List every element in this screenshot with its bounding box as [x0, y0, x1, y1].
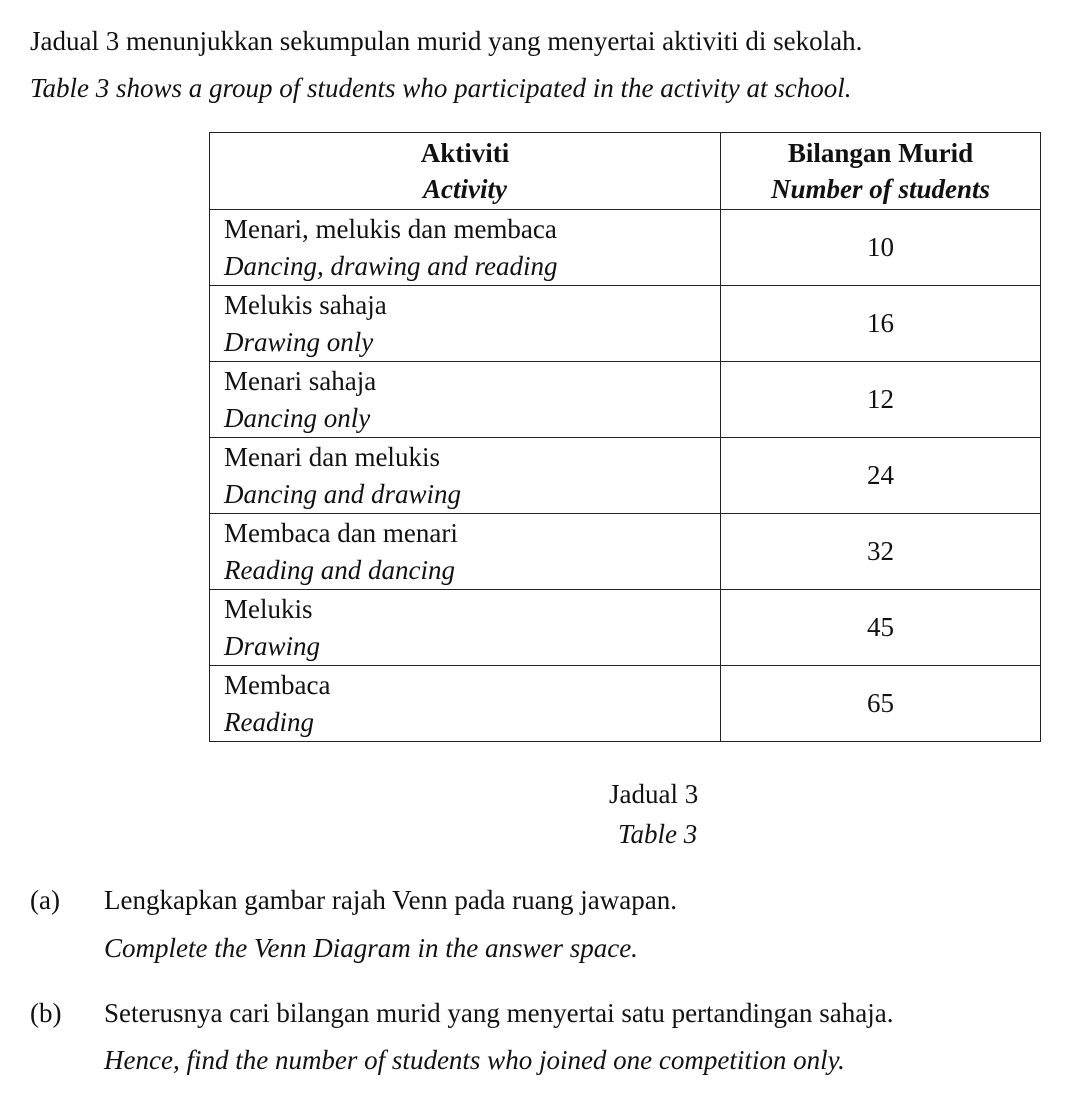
activity-ms: Menari, melukis dan membaca [224, 213, 557, 244]
table-caption-malay: Jadual 3 [609, 779, 699, 809]
table-row [210, 210, 1041, 286]
count-cell: 65 [721, 666, 1041, 742]
activity-cell [210, 666, 721, 742]
activity-en: Dancing and drawing [224, 478, 462, 509]
count-cell: 16 [721, 286, 1041, 362]
question-b-malay: Seterusnya cari bilangan murid yang menyertai satu pertandingan sahaja. [104, 998, 894, 1028]
table-header-row [210, 133, 1041, 210]
activity-cell [210, 438, 721, 514]
question-a-label: (a) [30, 885, 60, 915]
activity-ms: Melukis sahaja [224, 289, 387, 320]
table-row [210, 438, 1041, 514]
activity-ms: Membaca [224, 669, 331, 700]
question-b-english: Hence, find the number of students who joined one competition only. [104, 1045, 845, 1075]
count-cell: 12 [721, 362, 1041, 438]
table-row [210, 666, 1041, 742]
question-a-english: Complete the Venn Diagram in the answer space. [104, 933, 638, 963]
activity-en: Drawing only [224, 326, 374, 357]
table-row [210, 286, 1041, 362]
activity-en: Reading [224, 706, 314, 737]
activity-cell [210, 362, 721, 438]
activity-ms: Membaca dan menari [224, 517, 458, 548]
activity-ms: Melukis [224, 593, 313, 624]
header-count [721, 133, 1041, 210]
count-cell: 10 [721, 210, 1041, 286]
table-row [210, 362, 1041, 438]
question-b-label: (b) [30, 998, 62, 1028]
activity-ms: Menari sahaja [224, 365, 377, 396]
header-count-en: Number of students [770, 174, 991, 204]
count-cell: 45 [721, 590, 1041, 666]
intro-malay: Jadual 3 menunjukkan sekumpulan murid yang menyertai aktiviti di sekolah. [30, 26, 863, 56]
question-a-malay: Lengkapkan gambar rajah Venn pada ruang jawapan. [104, 885, 678, 915]
header-activity-ms: Aktiviti [420, 138, 510, 168]
activity-cell [210, 210, 721, 286]
activity-en: Dancing only [224, 402, 371, 433]
activity-en: Drawing [224, 630, 321, 661]
count-cell: 32 [721, 514, 1041, 590]
intro-english: Table 3 shows a group of students who participated in the activity at school. [30, 73, 852, 103]
activity-cell [210, 590, 721, 666]
table-row [210, 514, 1041, 590]
activity-cell [210, 514, 721, 590]
activity-ms: Menari dan melukis [224, 441, 440, 472]
header-count-ms: Bilangan Murid [787, 138, 974, 168]
table-row [210, 590, 1041, 666]
header-activity [210, 133, 721, 210]
table-caption-english: Table 3 [618, 819, 698, 849]
header-activity-en: Activity [423, 174, 507, 204]
activity-cell [210, 286, 721, 362]
activity-table [209, 132, 1041, 742]
activity-en: Reading and dancing [224, 554, 455, 585]
activity-en: Dancing, drawing and reading [224, 250, 558, 281]
count-cell: 24 [721, 438, 1041, 514]
